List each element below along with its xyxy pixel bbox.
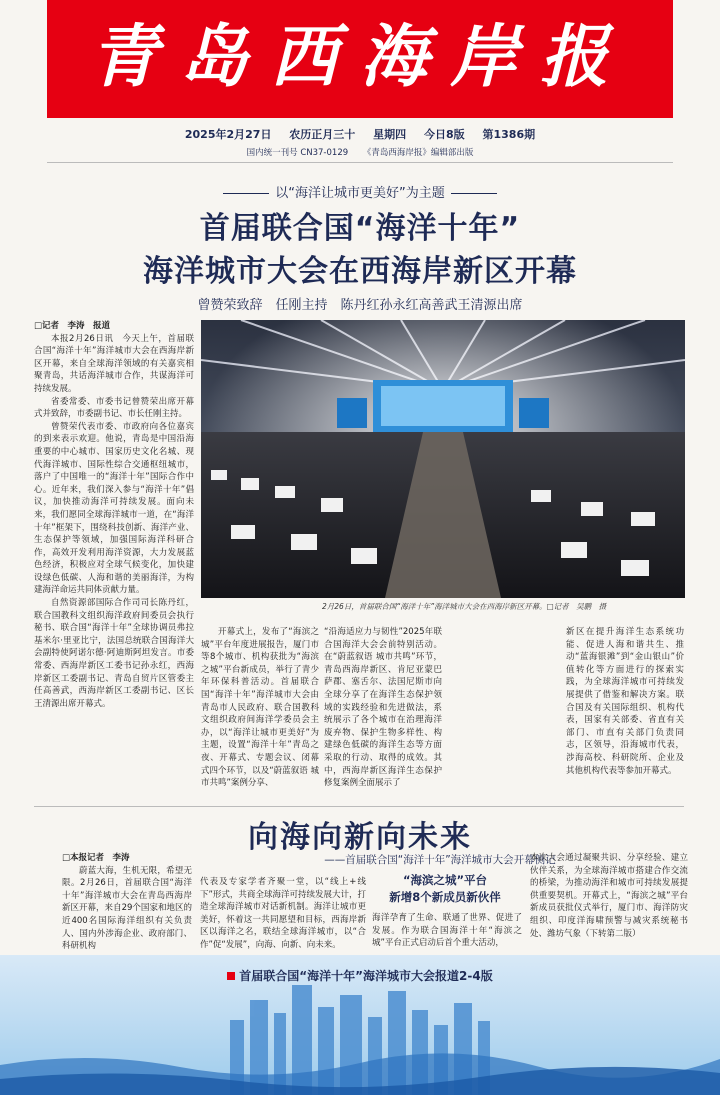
- conference-photo: [201, 320, 685, 598]
- sidebar-headline: [375, 872, 515, 906]
- second-column-2: [200, 876, 366, 954]
- lead-column-3b: [446, 626, 562, 801]
- photo-caption: 2月26日，首届联合国“海洋十年”海洋城市大会在西海岸新区开幕。□记者 吴鹏 摄: [322, 602, 607, 611]
- paragraph: 曾赞荣代表市委、市政府向各位嘉宾的到来表示欢迎。他说，青岛是中国沿海重要的中心城市、国家历史文化名城、现代海洋城市、国际性综合交通枢纽城市，落户了中国唯一的“海洋十年”国际合作中心。近年来，我们深入参与“海洋十年”倡议，加快推动海洋可持续发展。面向未来，我们愿同全球海洋城市一道，在“海洋十年”框架下，围绕科技创新、海洋产业、生态保护等领域，加强国际海洋科研合作，高效开发利用海洋资源，大力发展蓝色经济，积极应对全球气候变化，加快建设绿色低碳、人海和谐的美丽海洋，为构建海洋命运共同体贡献力量。: [34, 421, 194, 596]
- kicker: [120, 182, 600, 201]
- paragraph: 省委常委、市委书记曾赞荣出席开幕式并致辞，市委副书记、市长任刚主持。: [34, 396, 194, 420]
- side-headline-2: 新增8个新成员新伙伴: [389, 890, 501, 904]
- paragraph: 海洋孕育了生命、联通了世界、促进了发展。作为联合国海洋十年“海滨之城”平台正式启动后首个重大活动，: [372, 913, 522, 949]
- paragraph: 蔚蓝大海，生机无限，希望无限。2月26日，首届联合国“海洋十年”海洋城市大会在青岛西海岸新区开幕，来自29个国家和地区的近400名国际海洋组织有关负责人、国内外涉海企业、政府部门、科研机构: [62, 865, 192, 952]
- issue-number: 第1386期: [482, 128, 536, 141]
- lead-column-3: [324, 626, 442, 801]
- paragraph: 代表及专家学者齐聚一堂，以“线上+线下”形式，共商全球海洋可持续发展大计，打造全球海洋城市对话新机制。海洋让城市更美好，怀着这一共同愿望和目标，西海岸新区以海洋之名，联结全球海洋城市，以“合作”促“发展”，向海、向新、向未来。: [200, 877, 366, 950]
- divider: [47, 162, 673, 163]
- banner-text: [0, 967, 720, 984]
- paragraph: 自然资源部国际合作司司长陈丹红，联合国教科文组织海洋政府间委员会执行秘书、联合国“海洋十年”全球协调员弗拉基米尔·里亚比宁，法国总统联合国海洋大会副特使阿诺尔德·阿迪斯阿坦发言。市委常委、西海岸新区工委书记孙永红，西海岸新区工委副书记、青岛自贸片区管委主任高善武，西海岸新区工委副书记、区长王清源出席开幕式。: [34, 598, 194, 709]
- kicker-text: 以“海洋让城市更美好”为主题: [275, 186, 445, 201]
- byline: □本报记者 李涛: [62, 853, 130, 863]
- red-square-icon: [227, 972, 235, 980]
- serial-number: 国内统一刊号 CN37-0129: [246, 148, 349, 158]
- headline-line-1: 首届联合国“海洋十年”: [199, 211, 521, 246]
- headline-line-2: 海洋城市大会在西海岸新区开幕: [143, 254, 577, 289]
- byline: □记者 李涛 报道: [34, 321, 111, 331]
- lunar-date: 农历正月三十: [289, 128, 356, 141]
- masthead: [47, 0, 673, 118]
- lead-column-1: [34, 320, 194, 798]
- paragraph: 开幕式上，发布了“海滨之城”平台年度进展报告，厦门市等8个城市、机构获批为“海滨之城”平台新成员，举行了青少年环保科普活动。首届联合国“海洋十年”海洋城市大会由青岛市人民政府、联合国教科文组织政府间海洋学委员会主办，以“海洋让城市更美好”为主题，设置“海洋十年”青岛之夜、开幕式、专题会议、闭幕式四个环节，以及“蔚蓝叙语 城市共鸣”案例分享、: [201, 627, 319, 789]
- subheadline: 曾赞荣致辞 任刚主持 陈丹红孙永红高善武王清源出席: [197, 298, 523, 313]
- paragraph: “沿海适应力与韧性”2025年联合国海洋大会会前特别活动。在“蔚蓝叙语 城市共鸣”环节，青岛西海岸新区、肯尼亚蒙巴萨郡、塞舌尔、法国尼斯市向全球分享了在海洋生态保护领域的实践经验和先进做法，系统展示了各个城市在治理海洋废弃物、保护生物多样性、构建绿色低碳的海洋生态等方面采取的行动、取得的成效。其中，西海岸新区海洋生态保护修复案例全面展示了: [324, 627, 442, 789]
- masthead-title: 青岛西海岸报: [89, 17, 630, 97]
- second-column-4: [530, 852, 688, 954]
- page-count: 今日8版: [423, 128, 465, 141]
- paragraph: 本次大会通过凝聚共识、分享经验、建立伙伴关系，为全球海洋城市搭建合作交流的桥梁，为推动海洋和城市可持续发展提供重要契机。开幕式上，“海滨之城”平台新成员获批仪式举行，厦门市、海洋防灾组织、印度洋海啸预警与减灾系统秘书处、潍坊气象（下转第二版）: [530, 853, 688, 939]
- second-headline: 向海向新向未来: [248, 820, 472, 855]
- side-headline-1: “海滨之城”平台: [402, 873, 488, 887]
- weekday: 星期四: [373, 128, 407, 141]
- second-subtitle-text: ——首届联合国“海洋十年”海洋城市大会开幕侧记: [324, 854, 556, 866]
- lead-column-2: [201, 626, 319, 801]
- dateline: [0, 126, 720, 142]
- date: 2025年2月27日: [184, 128, 272, 141]
- paragraph: 本报2月26日讯 今天上午，首届联合国“海洋十年”海洋城市大会在西海岸新区开幕，来自全球海洋领域的有关嘉宾相聚青岛，共话海洋城市合作，共谋海洋可持续发展。: [34, 333, 194, 394]
- banner-label: 首届联合国“海洋十年”海洋城市大会报道2-4版: [239, 969, 493, 983]
- publication-info: [0, 146, 720, 158]
- second-column-3: [372, 912, 522, 954]
- divider: [34, 806, 684, 807]
- second-column-1: [62, 852, 192, 952]
- lead-column-4: [566, 626, 684, 801]
- paragraph: 新区在提升海洋生态系统功能、促进人海和谐共生、推动“蓝海银滩”到“金山银山”价值转化等方面进行的探索实践，为全球海洋城市可持续发展提供了借鉴和解决方案。联合国及有关国际组织、机构代表，国家有关部委、省直有关部门、市直有关部门负责同志，区领导，沿海城市代表，涉海高校、科研院所、企业及其他机构代表等参加开幕式。: [566, 627, 684, 776]
- editor-note: 《青岛西海岸报》编辑部出版: [362, 148, 474, 158]
